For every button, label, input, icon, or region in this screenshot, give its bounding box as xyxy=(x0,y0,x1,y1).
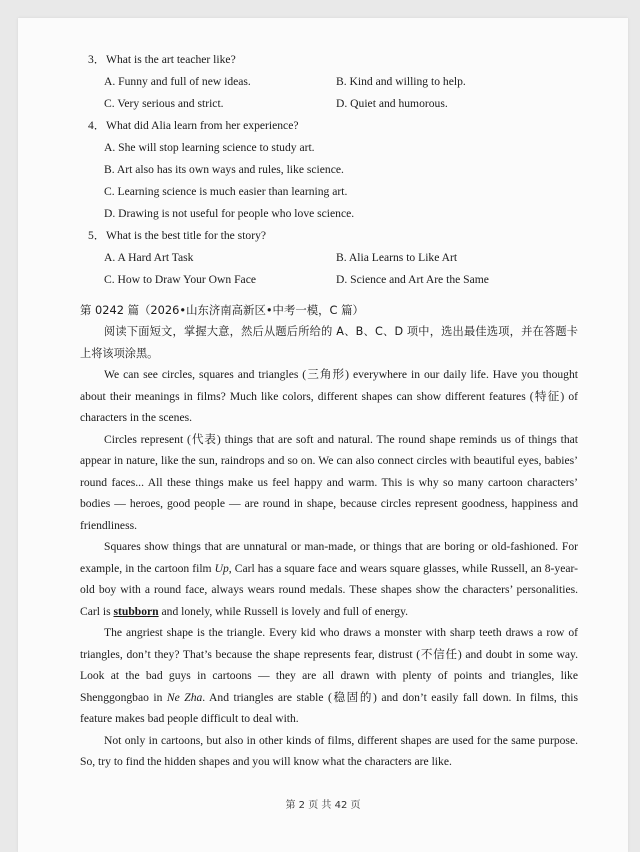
option-d: D. Quiet and humorous. xyxy=(336,97,448,110)
question-text: What is the best title for the story? xyxy=(106,229,267,242)
passage-paragraph-3 xyxy=(80,536,578,622)
option-b: B. Kind and willing to help. xyxy=(336,75,466,88)
question-5 xyxy=(80,225,578,247)
question-3 xyxy=(80,49,578,71)
passage-paragraph-2: Circles represent (代表) things that are soft and natural. The round shape reminds us of things that appear in nature, like the sun, raindrops and so on. We can also connect circles with beautiful eyes, babies’ round faces... All these things make us feel happy and warm. This is why so many cartoon characters’ bodies — heroes, good people — are round in shape, because circles represent goodness, happiness and friendliness. xyxy=(80,432,578,532)
option-a: A. A Hard Art Task xyxy=(104,251,194,264)
option-row xyxy=(80,269,578,291)
option-a: A. Funny and full of new ideas. xyxy=(104,75,251,88)
paragraph-text: , Carl has a square face and wears square glasses, while Russell, an 8-year-old boy with a round face, always wears round medals. These shapes show the characters’ personalities. Carl is xyxy=(80,561,578,618)
option-b: B. Art also has its own ways and rules, like science. xyxy=(104,163,344,176)
option-row xyxy=(80,71,578,93)
paragraph-text: and lonely, while Russell is lovely and full of energy. xyxy=(158,604,409,618)
section-heading: 第 0242 篇（2026•山东济南高新区•中考一模，C 篇） xyxy=(80,303,364,317)
option-c: C. Very serious and strict. xyxy=(104,97,224,110)
option-d: D. Science and Art Are the Same xyxy=(336,273,489,286)
question-4 xyxy=(80,115,578,137)
page-content xyxy=(80,49,578,773)
page-footer: 第 2 页 共 42 页 xyxy=(285,800,361,811)
question-text: What is the art teacher like? xyxy=(106,53,236,66)
option-row xyxy=(80,93,578,115)
question-text: What did Alia learn from her experience? xyxy=(106,119,299,132)
highlighted-word: stubborn xyxy=(113,604,159,618)
film-title-ne-zha: Ne Zha xyxy=(166,690,203,704)
option-b: B. Alia Learns to Like Art xyxy=(336,251,458,264)
passage-paragraph-4 xyxy=(80,622,578,730)
paragraph-text: The angriest shape is the triangle. Every kid who draws a monster with sharp teeth draws a row of triangles, don’t they? That’s because the shape represents fear, distrust (不信任) and doubt in some way. Look at the bad guys in cartoons — they are all drawn with plenty of points and triangles, like Shenggongbao in xyxy=(80,626,578,704)
option-c: C. How to Draw Your Own Face xyxy=(104,273,256,286)
document-page xyxy=(18,18,628,852)
passage-paragraph-5: Not only in cartoons, but also in other kinds of films, different shapes are used for the same purpose. So, try to find the hidden shapes and you will know what the characters are like. xyxy=(80,733,578,768)
section-instruction: 阅读下面短文，掌握大意，然后从题后所给的 A、B、C、D 项中，选出最佳选项，并在答题卡上将该项涂黑。 xyxy=(80,325,578,360)
question-number: 5． xyxy=(88,229,106,242)
paragraph-text: Squares show things that are unnatural or man-made, or things that are boring or old-fashioned. For example, in the cartoon film xyxy=(80,540,578,575)
option-a: A. She will stop learning science to study art. xyxy=(104,141,315,154)
question-number: 3． xyxy=(88,53,106,66)
question-number: 4． xyxy=(88,119,106,132)
option-d: D. Drawing is not useful for people who love science. xyxy=(104,207,355,220)
film-title-up: Up xyxy=(214,561,229,575)
option-row xyxy=(80,247,578,269)
option-c: C. Learning science is much easier than learning art. xyxy=(104,185,348,198)
reading-passage xyxy=(80,364,578,773)
passage-paragraph-1: We can see circles, squares and triangles (三角形) everywhere in our daily life. Have you thought about their meanings in films? Much like colors, different shapes can show different features (特征) of characters in the scenes. xyxy=(80,368,578,424)
paragraph-text: . And triangles are stable (稳固的) and don’t easily fall down. In films, this feature makes bad people difficult to deal with. xyxy=(80,690,578,725)
